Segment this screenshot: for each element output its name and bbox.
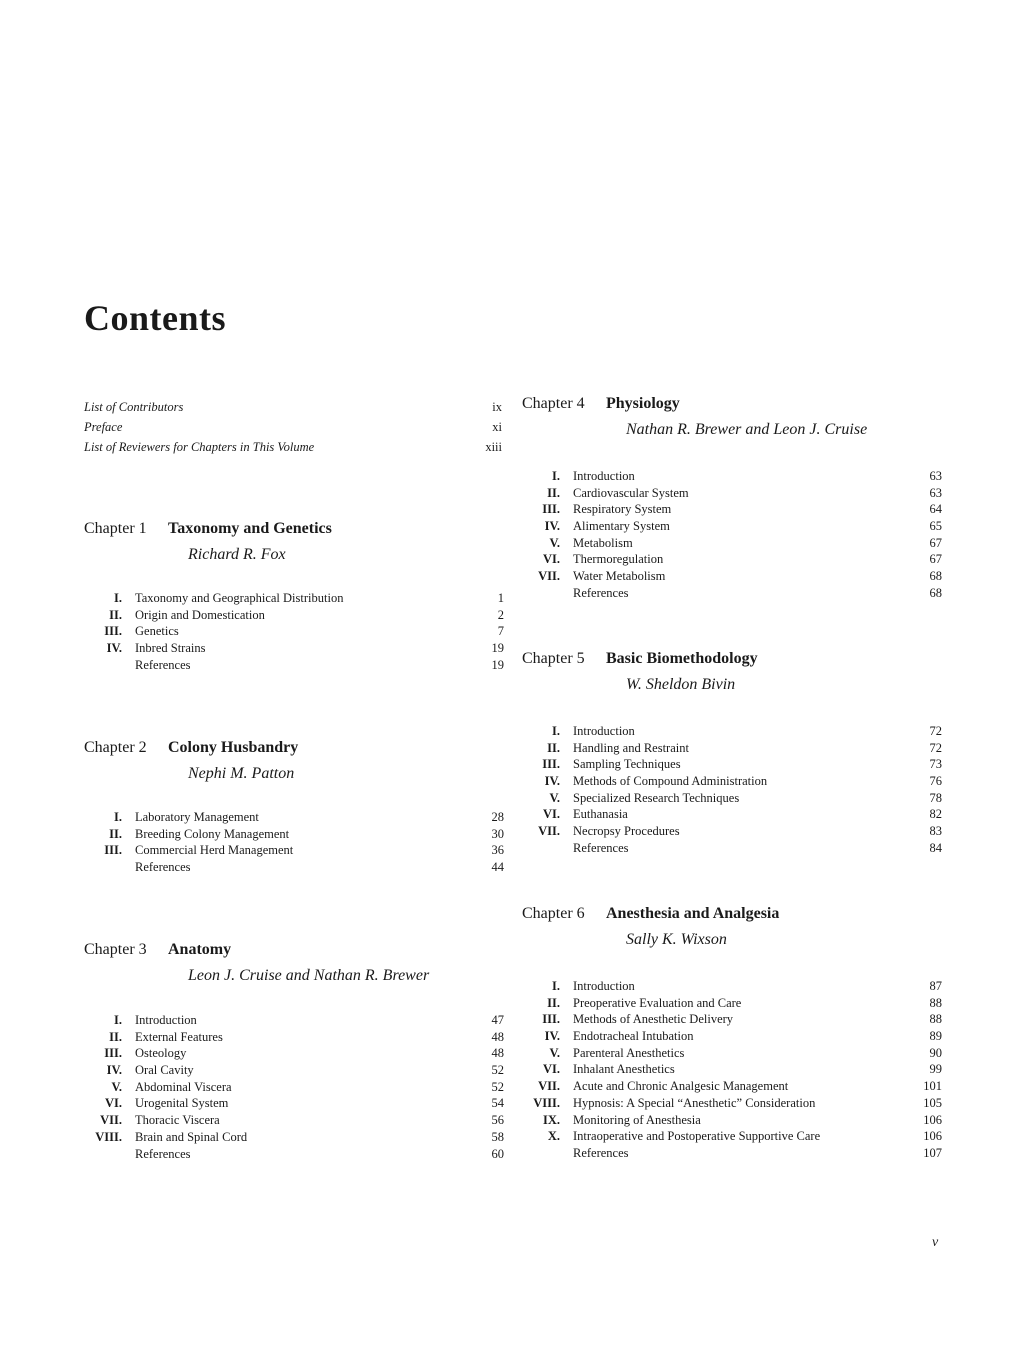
section-entry[interactable]	[522, 1078, 942, 1095]
section-page: 60	[491, 1146, 504, 1161]
section-entry[interactable]	[522, 468, 942, 485]
section-page: 7	[497, 624, 504, 639]
section-number: III.	[104, 624, 122, 639]
section-title: Osteology	[135, 1046, 187, 1061]
section-title: Oral Cavity	[135, 1063, 194, 1078]
section-number: I.	[552, 469, 560, 483]
section-number: VI.	[542, 552, 560, 567]
chapter-2-entry	[84, 736, 504, 875]
section-entry[interactable]	[522, 723, 942, 740]
section-entry[interactable]	[522, 995, 942, 1012]
section-entry[interactable]	[522, 978, 942, 995]
section-entry[interactable]	[84, 1129, 504, 1146]
chapter-heading[interactable]	[522, 647, 942, 693]
section-entry[interactable]	[522, 740, 942, 757]
section-page: 19	[491, 641, 504, 656]
section-list	[84, 590, 504, 673]
section-number: IX.	[542, 1112, 560, 1127]
chapter-6-entry	[522, 902, 942, 1160]
section-title: Introduction	[135, 1013, 197, 1027]
section-page: 67	[929, 535, 942, 550]
section-page: 28	[491, 810, 504, 824]
chapter-title: Physiology	[606, 395, 680, 412]
section-entry[interactable]	[522, 518, 942, 535]
section-number: I.	[552, 979, 560, 993]
section-entry[interactable]	[522, 773, 942, 790]
section-page: 90	[929, 1045, 942, 1060]
section-entry[interactable]	[522, 806, 942, 823]
section-number: II.	[547, 995, 560, 1010]
chapter-label: Chapter 4	[522, 395, 585, 412]
section-page: 30	[491, 826, 504, 841]
section-page: 99	[929, 1062, 942, 1077]
section-title: Endotracheal Intubation	[573, 1029, 694, 1044]
section-number: IV.	[106, 1063, 122, 1078]
section-number: III.	[542, 502, 560, 517]
chapter-author: Sally K. Wixson	[626, 931, 727, 948]
section-number: IV.	[106, 641, 122, 656]
section-page: 19	[491, 657, 504, 672]
section-number: I.	[552, 724, 560, 738]
section-page: 1	[497, 591, 504, 605]
section-number: VI.	[104, 1096, 122, 1111]
section-page: 82	[929, 807, 942, 822]
chapter-heading[interactable]	[84, 938, 504, 984]
section-title: Euthanasia	[573, 807, 628, 822]
section-title: Brain and Spinal Cord	[135, 1129, 248, 1144]
section-number: III.	[542, 1012, 560, 1027]
section-number: I.	[114, 591, 122, 605]
section-title: Alimentary System	[573, 519, 670, 534]
section-number: VII.	[538, 569, 560, 584]
section-page: 52	[491, 1063, 504, 1078]
section-page: 72	[929, 724, 942, 738]
section-number: VI.	[542, 1062, 560, 1077]
chapter-heading[interactable]	[84, 517, 504, 563]
chapter-label: Chapter 6	[522, 905, 585, 922]
section-title: Acute and Chronic Analgesic Management	[573, 1079, 789, 1094]
section-page: 58	[491, 1129, 504, 1144]
section-page: 63	[929, 469, 942, 483]
section-title: Abdominal Viscera	[135, 1079, 232, 1094]
section-entry[interactable]	[84, 1146, 504, 1163]
chapter-label: Chapter 2	[84, 739, 147, 756]
section-title: Intraoperative and Postoperative Supportive Care	[573, 1129, 821, 1144]
section-entry[interactable]	[522, 1095, 942, 1112]
chapter-title: Anatomy	[168, 941, 232, 958]
chapter-heading[interactable]	[522, 902, 942, 948]
section-title: Methods of Compound Administration	[573, 774, 768, 789]
section-title: Laboratory Management	[135, 810, 259, 824]
section-title: References	[135, 860, 191, 875]
section-title: Inhalant Anesthetics	[573, 1062, 675, 1077]
section-entry[interactable]	[84, 657, 504, 674]
front-matter-page: xi	[492, 420, 502, 434]
section-list	[84, 809, 504, 876]
page-number: v	[932, 1235, 939, 1250]
section-title: Sampling Techniques	[573, 757, 681, 772]
section-title: Introduction	[573, 469, 635, 483]
chapter-3-entry	[84, 938, 504, 1161]
chapter-label: Chapter 3	[84, 941, 147, 958]
section-entry[interactable]	[84, 623, 504, 640]
section-page: 36	[491, 843, 504, 858]
section-title: References	[135, 1146, 191, 1161]
section-title: Respiratory System	[573, 502, 672, 517]
section-number: II.	[109, 1029, 122, 1044]
section-list	[522, 978, 942, 1162]
section-title: References	[573, 1145, 629, 1160]
section-entry[interactable]	[84, 590, 504, 607]
section-entry[interactable]	[522, 1145, 942, 1162]
chapter-title: Taxonomy and Genetics	[168, 520, 332, 537]
chapter-title: Colony Husbandry	[168, 739, 299, 756]
section-entry[interactable]	[522, 1128, 942, 1145]
section-entry[interactable]	[522, 501, 942, 518]
section-list	[84, 1012, 504, 1162]
section-entry[interactable]	[84, 842, 504, 859]
section-title: Thermoregulation	[573, 552, 664, 567]
section-title: Hypnosis: A Special “Anesthetic” Consideration	[573, 1095, 816, 1110]
section-entry[interactable]	[84, 1079, 504, 1096]
chapter-label: Chapter 1	[84, 520, 147, 537]
section-entry[interactable]	[522, 568, 942, 585]
front-matter-title: Preface	[84, 420, 123, 434]
section-page: 72	[929, 740, 942, 755]
section-title: Taxonomy and Geographical Distribution	[135, 591, 344, 605]
section-page: 63	[929, 485, 942, 500]
section-number: I.	[114, 1013, 122, 1027]
section-number: VIII.	[533, 1095, 560, 1110]
section-entry[interactable]	[522, 585, 942, 602]
section-page: 101	[923, 1079, 942, 1094]
section-entry[interactable]	[522, 1028, 942, 1045]
section-title: Handling and Restraint	[573, 740, 689, 755]
section-entry[interactable]	[84, 826, 504, 843]
section-entry[interactable]	[84, 640, 504, 657]
section-entry[interactable]	[522, 1112, 942, 1129]
section-title: References	[135, 657, 191, 672]
section-page: 105	[923, 1095, 942, 1110]
section-page: 88	[929, 995, 942, 1010]
section-page: 56	[491, 1113, 504, 1128]
section-page: 64	[929, 502, 942, 517]
section-page: 48	[491, 1029, 504, 1044]
section-page: 48	[491, 1046, 504, 1061]
section-number: V.	[549, 535, 560, 550]
chapter-4-entry	[522, 392, 942, 600]
chapter-author: Leon J. Cruise and Nathan R. Brewer	[188, 967, 430, 984]
section-page: 83	[929, 824, 942, 839]
section-entry[interactable]	[522, 756, 942, 773]
section-entry[interactable]	[522, 535, 942, 552]
section-page: 67	[929, 552, 942, 567]
section-number: III.	[542, 757, 560, 772]
section-title: Breeding Colony Management	[135, 826, 290, 841]
section-number: V.	[549, 1045, 560, 1060]
section-title: Necropsy Procedures	[573, 824, 680, 839]
section-number: V.	[549, 790, 560, 805]
front-matter-item[interactable]	[84, 417, 504, 437]
section-entry[interactable]	[522, 1045, 942, 1062]
section-page: 106	[923, 1129, 942, 1144]
front-matter-list	[84, 397, 504, 457]
section-title: Specialized Research Techniques	[573, 790, 740, 805]
section-number: V.	[111, 1079, 122, 1094]
section-page: 107	[923, 1145, 942, 1160]
section-number: I.	[114, 810, 122, 824]
section-number: IV.	[544, 1029, 560, 1044]
section-title: Genetics	[135, 624, 179, 639]
section-title: Monitoring of Anesthesia	[573, 1112, 701, 1127]
section-page: 78	[929, 790, 942, 805]
section-entry[interactable]	[522, 551, 942, 568]
section-page: 68	[929, 585, 942, 600]
section-title: Inbred Strains	[135, 641, 206, 656]
section-title: Preoperative Evaluation and Care	[573, 995, 742, 1010]
section-entry[interactable]	[84, 809, 504, 826]
section-page: 106	[923, 1112, 942, 1127]
front-matter-page: xiii	[485, 440, 502, 454]
section-title: References	[573, 585, 629, 600]
section-number: II.	[109, 607, 122, 622]
section-number: IV.	[544, 519, 560, 534]
chapter-heading[interactable]	[522, 392, 942, 438]
section-entry[interactable]	[84, 1029, 504, 1046]
section-page: 68	[929, 569, 942, 584]
section-page: 47	[491, 1013, 504, 1027]
chapter-title: Basic Biomethodology	[606, 650, 758, 667]
chapter-author: W. Sheldon Bivin	[626, 676, 736, 693]
section-entry[interactable]	[84, 607, 504, 624]
section-title: Introduction	[573, 979, 635, 993]
chapter-5-entry	[522, 647, 942, 855]
front-matter-item[interactable]	[84, 397, 504, 417]
section-number: II.	[109, 826, 122, 841]
section-number: III.	[104, 1046, 122, 1061]
section-page: 52	[491, 1079, 504, 1094]
section-entry[interactable]	[522, 823, 942, 840]
section-entry[interactable]	[84, 859, 504, 876]
chapter-heading[interactable]	[84, 736, 504, 782]
section-entry[interactable]	[522, 840, 942, 857]
section-title: References	[573, 840, 629, 855]
section-page: 89	[929, 1029, 942, 1044]
chapter-author: Nathan R. Brewer and Leon J. Cruise	[626, 421, 868, 438]
section-title: Introduction	[573, 724, 635, 738]
section-list	[522, 723, 942, 857]
section-number: VI.	[542, 807, 560, 822]
section-entry[interactable]	[84, 1112, 504, 1129]
front-matter-title: List of Contributors	[84, 400, 184, 414]
section-number: VII.	[538, 824, 560, 839]
section-entry[interactable]	[522, 485, 942, 502]
section-entry[interactable]	[84, 1012, 504, 1029]
section-title: Urogenital System	[135, 1096, 229, 1111]
section-number: VII.	[100, 1113, 122, 1128]
section-number: X.	[547, 1129, 560, 1144]
section-title: Parenteral Anesthetics	[573, 1045, 685, 1060]
chapter-1-entry	[84, 517, 504, 672]
page-title: Contents	[84, 298, 227, 338]
chapter-author: Nephi M. Patton	[188, 765, 295, 782]
section-number: VII.	[538, 1079, 560, 1094]
section-page: 84	[929, 840, 942, 855]
section-number: II.	[547, 485, 560, 500]
section-entry[interactable]	[522, 790, 942, 807]
section-title: Water Metabolism	[573, 569, 666, 584]
section-entry[interactable]	[84, 1062, 504, 1079]
section-number: VIII.	[95, 1129, 122, 1144]
section-entry[interactable]	[84, 1095, 504, 1112]
section-entry[interactable]	[84, 1045, 504, 1062]
section-page: 88	[929, 1012, 942, 1027]
front-matter-title: List of Reviewers for Chapters in This Volume	[84, 440, 315, 454]
front-matter-item[interactable]	[84, 437, 504, 457]
section-number: III.	[104, 843, 122, 858]
section-entry[interactable]	[522, 1061, 942, 1078]
section-page: 73	[929, 757, 942, 772]
front-matter-page: ix	[492, 400, 502, 414]
section-title: Commercial Herd Management	[135, 843, 294, 858]
section-title: Cardiovascular System	[573, 485, 689, 500]
section-title: Methods of Anesthetic Delivery	[573, 1012, 734, 1027]
section-page: 44	[491, 860, 504, 875]
chapter-label: Chapter 5	[522, 650, 585, 667]
section-page: 76	[929, 774, 942, 789]
section-list	[522, 468, 942, 602]
chapter-author: Richard R. Fox	[188, 546, 286, 563]
section-number: IV.	[544, 774, 560, 789]
section-title: Metabolism	[573, 535, 633, 550]
section-page: 2	[497, 607, 504, 622]
section-page: 54	[491, 1096, 504, 1111]
section-number: II.	[547, 740, 560, 755]
section-title: Thoracic Viscera	[135, 1113, 220, 1128]
section-title: Origin and Domestication	[135, 607, 265, 622]
section-entry[interactable]	[522, 1011, 942, 1028]
chapter-title: Anesthesia and Analgesia	[606, 905, 780, 922]
section-title: External Features	[135, 1029, 223, 1044]
section-page: 87	[929, 979, 942, 993]
section-page: 65	[929, 519, 942, 534]
